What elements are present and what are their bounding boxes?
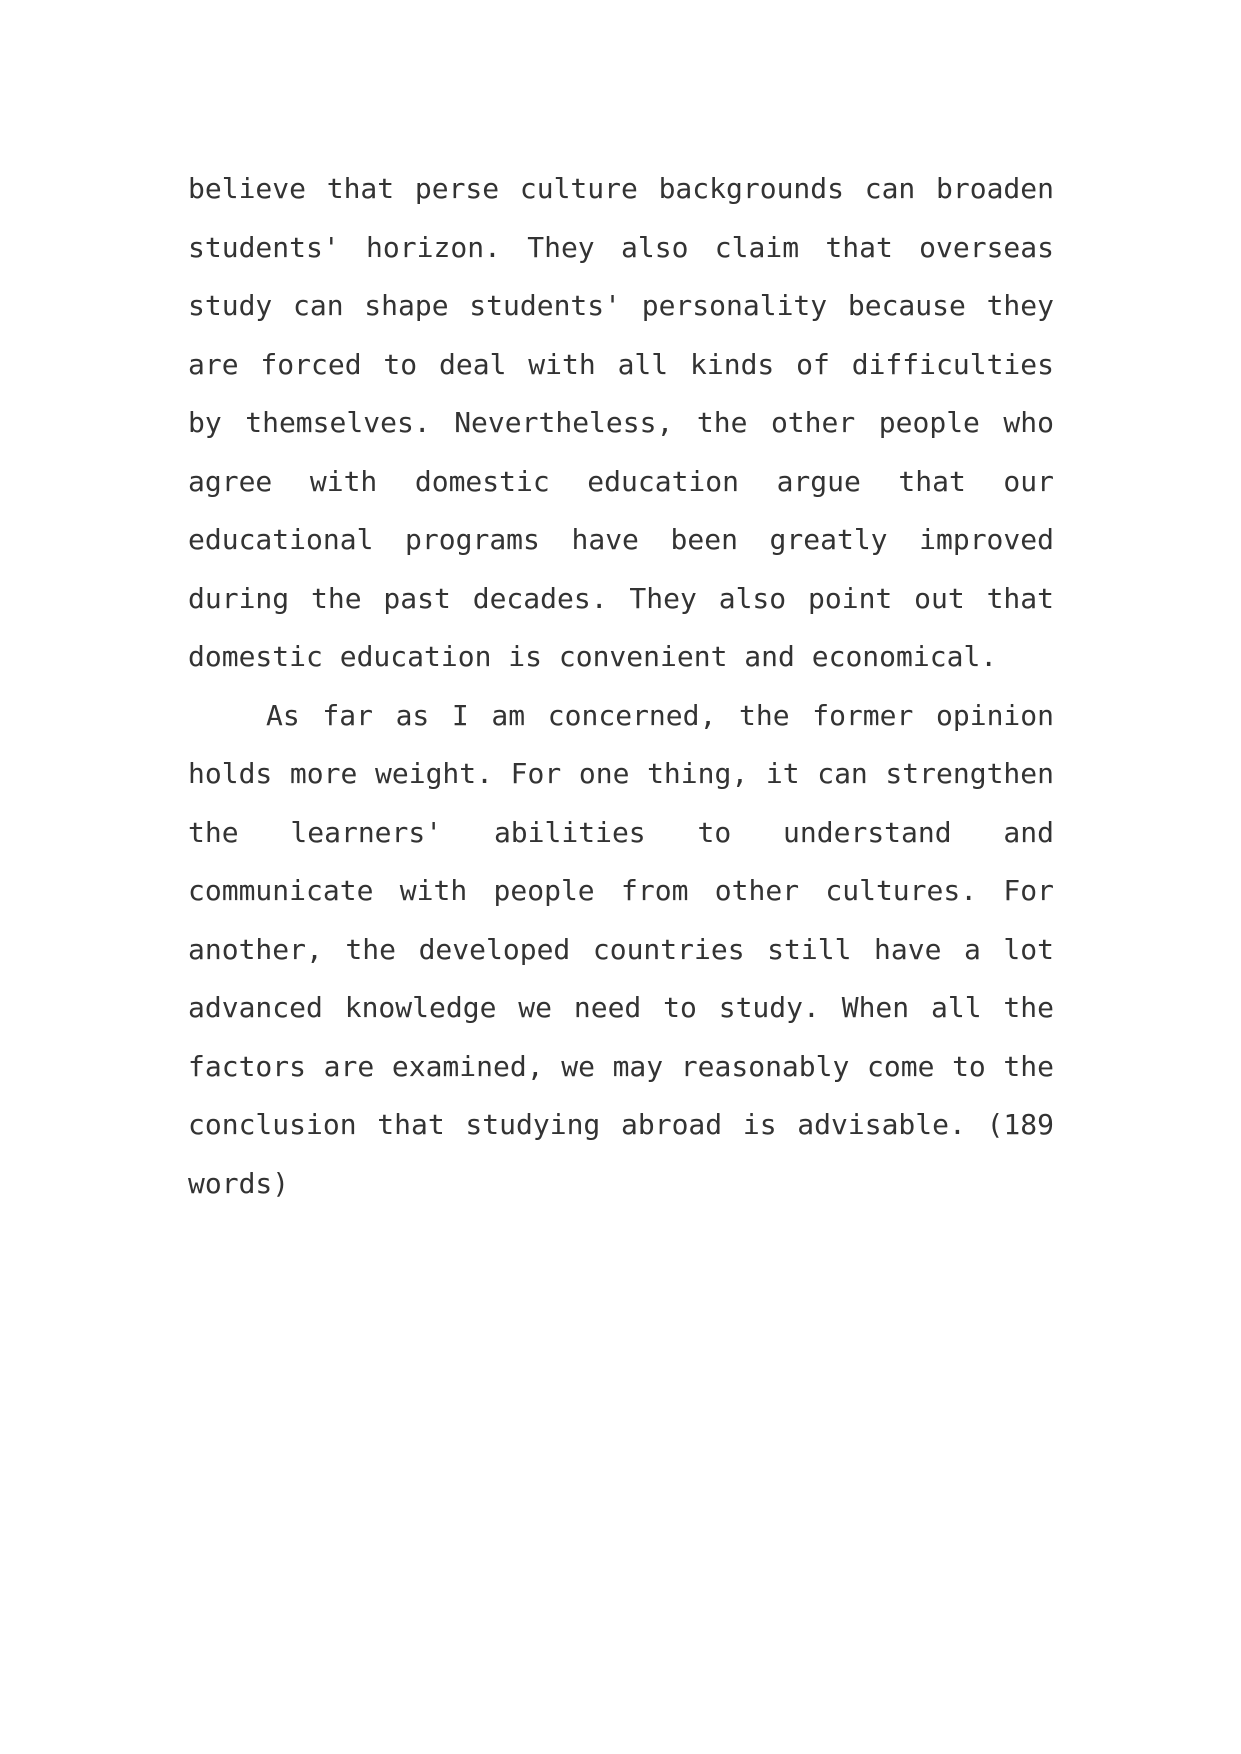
text-line: advanced knowledge we need to study. When all the	[188, 991, 1054, 1024]
text-line: believe that perse culture backgrounds can broaden	[188, 172, 1054, 205]
text-line: domestic education is convenient and economical.	[188, 640, 998, 673]
text-line: agree with domestic education argue that our	[188, 464, 1054, 498]
paragraph-1	[188, 160, 1054, 687]
text-line: study can shape students' personality because they	[188, 289, 1054, 322]
text-line: during the past decades. They also point out that	[188, 581, 1054, 615]
text-line: communicate with people from other cultures. For	[188, 874, 1054, 907]
text-line: another, the developed countries still have a lot	[188, 932, 1054, 966]
text-line: holds more weight. For one thing, it can strengthen	[188, 757, 1054, 790]
paragraph-2	[188, 687, 1054, 1214]
text-line: by themselves. Nevertheless, the other people who	[188, 406, 1054, 439]
text-line: students' horizon. They also claim that overseas	[188, 230, 1054, 264]
essay-body	[188, 160, 1054, 1213]
text-line: the learners' abilities to understand and	[188, 815, 1054, 849]
text-line: As far as I am concerned, the former opinion	[266, 698, 1054, 732]
text-line: conclusion that studying abroad is advisable. (189	[188, 1108, 1054, 1141]
text-line: are forced to deal with all kinds of difficulties	[188, 347, 1054, 381]
text-line: educational programs have been greatly improved	[188, 523, 1054, 556]
text-line: factors are examined, we may reasonably come to the	[188, 1049, 1054, 1083]
text-line: words)	[188, 1166, 290, 1200]
